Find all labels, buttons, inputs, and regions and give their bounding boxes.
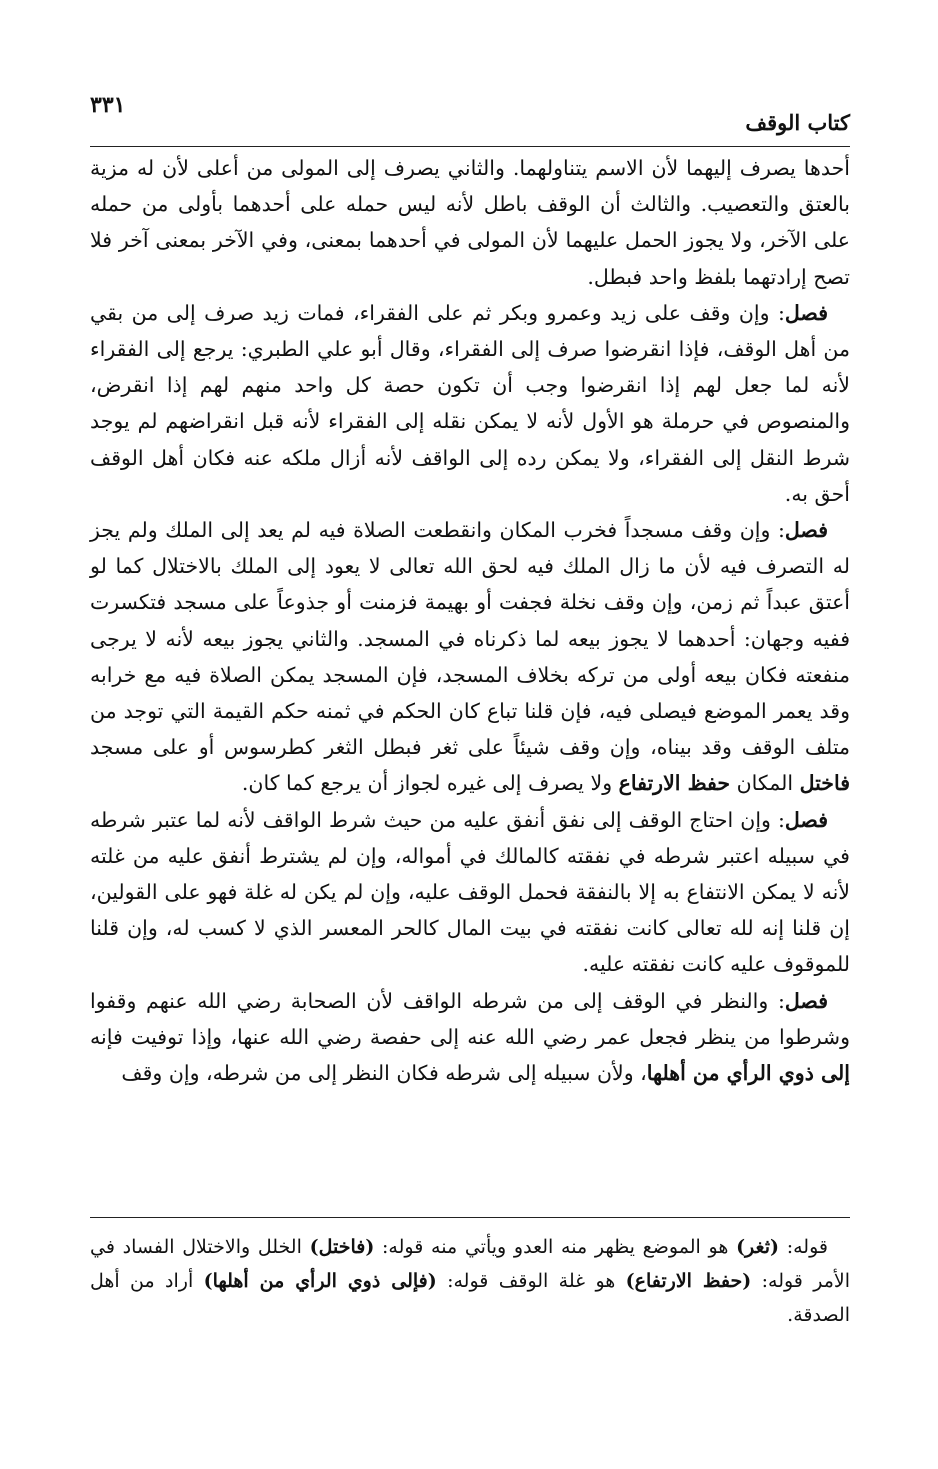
footnote-text: قوله: [778,1236,828,1258]
footnote-text: أراد من أهل الصدقة. [90,1270,850,1326]
running-title: كتاب الوقف [745,110,850,135]
section-paragraph [90,983,850,1092]
bold-text: فصل [784,807,828,832]
section-paragraph [90,802,850,983]
page-header [90,92,850,144]
footnote-text: هو الموضع يظهر منه العدو ويأتي منه قوله: [374,1236,737,1258]
main-text [90,150,850,1091]
text-run: ، ولأن سبيله إلى شرطه فكان النظر إلى من شرطه، وإن وقف [121,1061,647,1086]
footnote-text: الخلل والاختلال الفساد في الأمر قوله: [90,1236,851,1292]
text-run: : وإن وقف مسجداً فخرب المكان وانقطعت الصلاة فيه لم يعد إلى الملك ولم يجز له التصرف فيه لأن ما زال الملك فيه لحق الله تعالى لا يعود إلى الملك بالاختلال كما لو أعتق عبداً ثم زمن، وإن وقف نخلة فجفت أو بهيمة فزمنت أو جذوعاً على مسجد فتكسرت ففيه وجهان: أحدهما لا يجوز بيعه لما ذكرناه في المسجد. والثاني يجوز بيعه لأنه لا يرجى منفعته فكان بيعه أولى من تركه بخلاف المسجد، فإن المسجد يمكن الصلاة فيه مع خرابه وقد يعمر الموضع فيصلى فيه، فإن قلنا تباع كان الحكم في ثمنه حكم القيمة التي توجد من متلف الوقف وقد بيناه، وإن وقف شيئاً على ثغر فبطل الثغر كطرسوس أو على مسجد [90,518,850,760]
bold-text: إلى ذوي الرأي من أهلها [646,1061,850,1086]
text-run: : وإن وقف على زيد وعمرو وبكر ثم على الفقراء، فمات زيد صرف إلى من بقي من أهل الوقف، فإذا انقرضوا صرف إلى الفقراء، وقال أبو علي الطبري: يرجع إلى الفقراء لأنه لما جعل لهم إذا انقرضوا وجب أن تكون حصة كل واحد منهم لهم إذا انقرض، والمنصوص في حرملة هو الأول لأنه لا يمكن نقله إلى الفقراء لأنه قبل انقراضهم لم يوجد شرط النقل إلى الفقراء، ولا يمكن رده إلى الواقف لأنه أزال ملكه عنه فكان أهل الوقف أحق به. [90,300,850,506]
continued-paragraph [90,150,850,295]
bold-text: حفظ الارتفاع [618,771,731,796]
text-run: ولا يصرف إلى غيره لجواز أن يرجع كما كان. [241,771,619,796]
text-run: المكان [730,771,800,796]
footnote-rule [90,1217,850,1218]
text-run: : وإن احتاج الوقف إلى نفق أنفق عليه من حيث شرط الواقف لأنه لما عتبر شرطه في سبيله اعتبر شرطه في نفقته كالمالك في أمواله، وإن لم يشترط أنفق عليه من غلته لأنه لا يمكن الانتفاع به إلا بالنفقة فحمل الوقف عليه، وإن لم يكن له غلة فهو على القولين، إن قلنا إنه لله تعالى كانت نفقته في بيت المال كالحر المعسر الذي لا كسب له، وإن قلنا للموقوف عليه كانت نفقته عليه. [90,807,850,977]
bold-text: فصل [784,518,828,543]
bold-text: فصل [784,988,828,1013]
bold-text: فاختل [799,771,850,796]
footnote [90,1230,850,1332]
footnote-term: (حفظ الارتفاع) [625,1270,752,1292]
footnote-term: (ثغر) [736,1236,779,1258]
header-rule [90,146,850,147]
text-run: أحدها يصرف إليهما لأن الاسم يتناولهما. والثاني يصرف إلى المولى من أعلى لأن له مزية بالعتق والتعصيب. والثالث أن الوقف باطل لأنه ليس حمله على أحدهما بأولى من حمله على الآخر، ولا يجوز الحمل عليهما لأن المولى في أحدهما بمعنى، وفي الآخر بمعنى آخر فلا تصح إرادتهما بلفظ واحد فبطل. [90,156,850,289]
footnote-text: هو غلة الوقف قوله: [436,1270,626,1292]
section-paragraph [90,295,850,512]
bold-text: فصل [784,300,828,325]
section-paragraph [90,512,850,802]
text-run: : والنظر في الوقف إلى من شرطه الواقف لأن الصحابة رضي الله عنهم وقفوا وشرطوا من ينظر فجعل عمر رضي الله عنه إلى حفصة رضي الله عنها، وإذا توفيت فإنه [90,988,850,1049]
footnote-term: (فإلى ذوي الرأي من أهلها) [203,1270,437,1292]
page-number: ٣٣١ [90,92,126,118]
footnote-term: (فاختل) [309,1236,375,1258]
